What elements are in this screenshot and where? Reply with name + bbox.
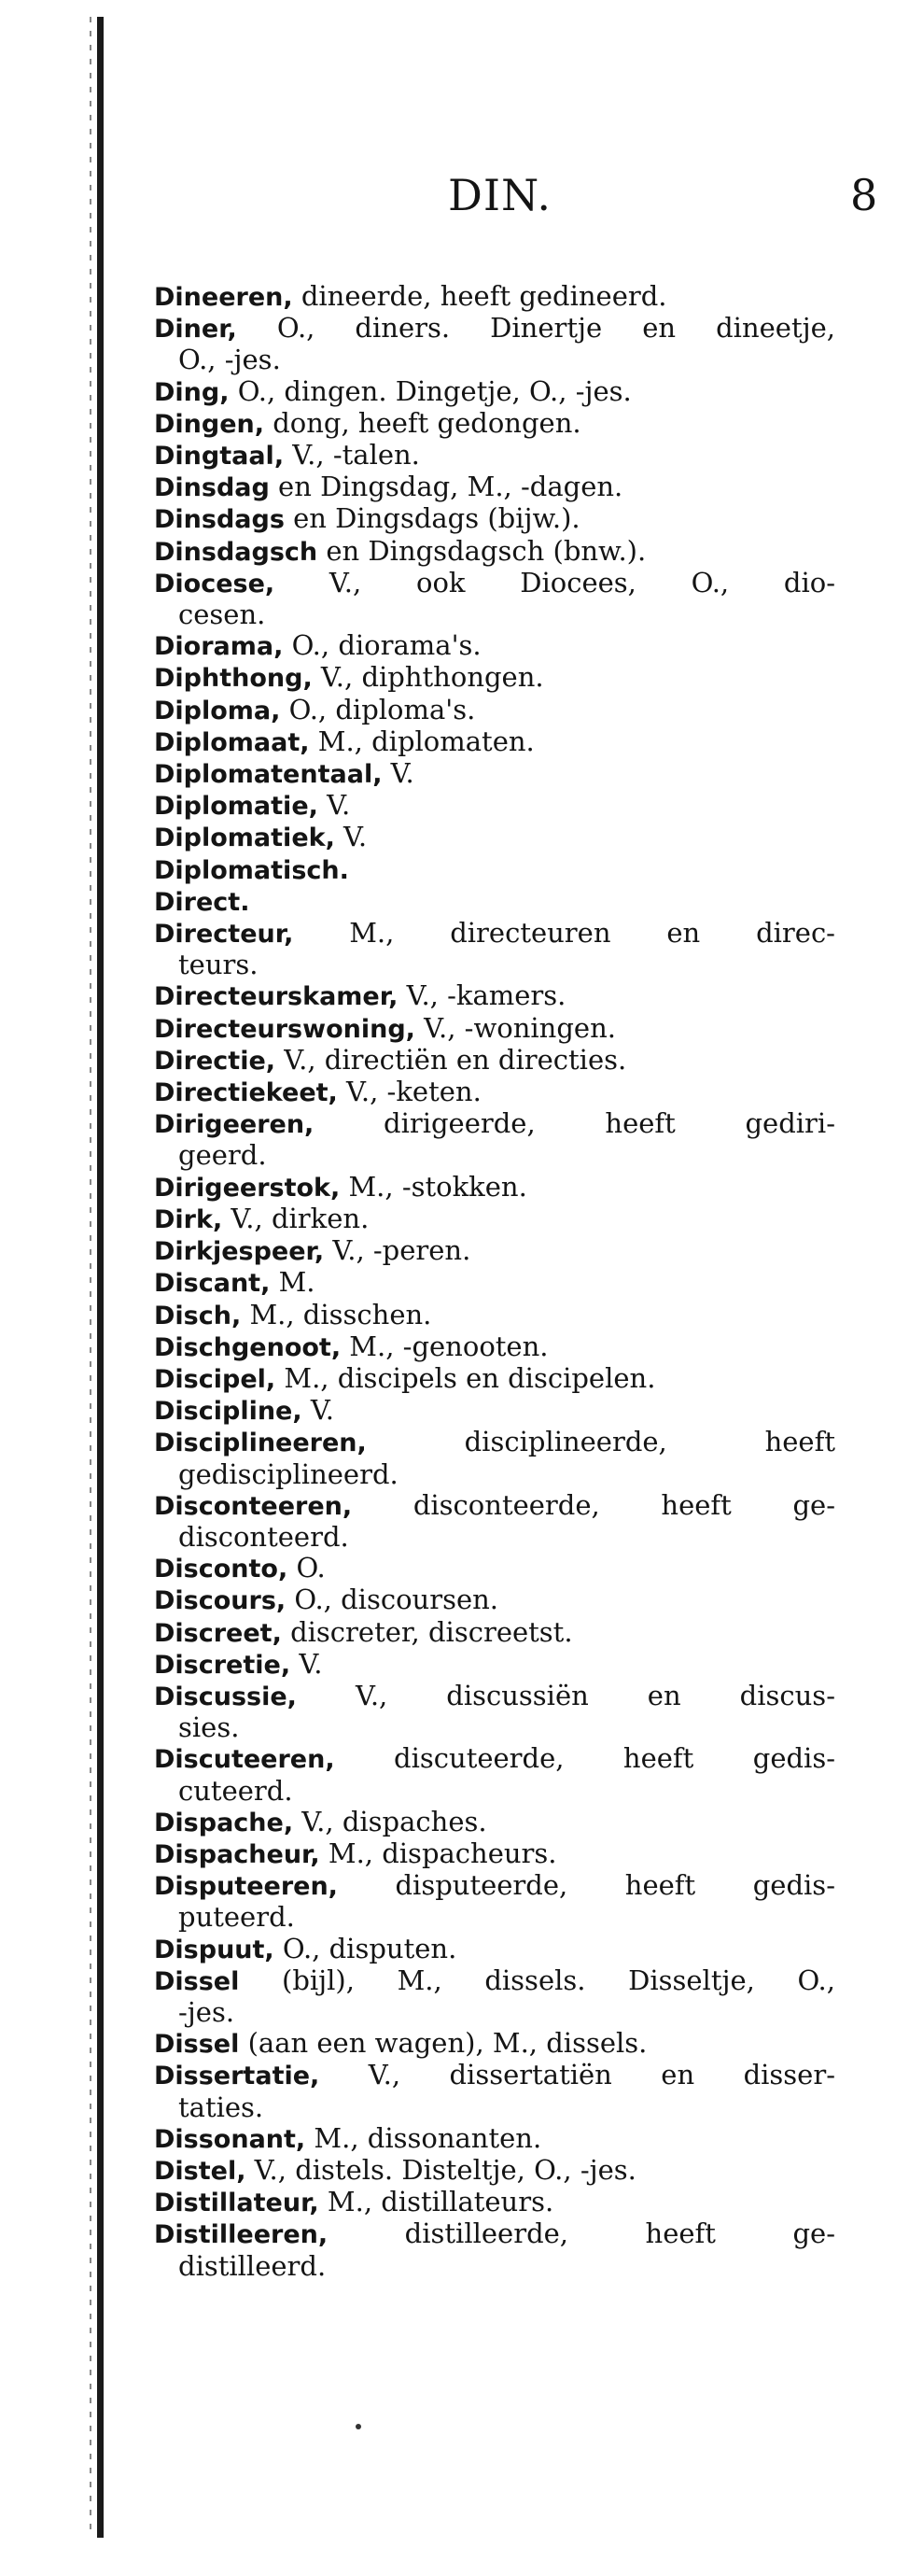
entry-headword: Directeur, (154, 920, 294, 950)
entry-first-line (154, 2027, 647, 2059)
dictionary-entry (154, 1395, 835, 1427)
entry-definition: discuteerde, heeft gedis- (334, 1742, 835, 1775)
entry-definition: O., diploma's. (280, 693, 476, 725)
entry-continuation: taties. (178, 2090, 264, 2123)
entry-continuation: teurs. (178, 949, 259, 981)
dictionary-entry (154, 376, 835, 408)
dictionary-entry (154, 1681, 835, 1743)
entry-headword: Discuteeren, (154, 1745, 335, 1775)
entry-continuation: distilleerd. (178, 2249, 327, 2282)
entry-headword: Dinsdag (154, 473, 270, 503)
entry-headword: Dischgenoot, (154, 1332, 342, 1362)
dictionary-entry (154, 1553, 835, 1584)
dictionary-entry-list (154, 281, 835, 2282)
entry-definition: M., disschen. (241, 1298, 432, 1330)
entry-headword: Distel, (154, 2156, 246, 2186)
dictionary-entry (154, 408, 835, 440)
entry-first-line (154, 918, 835, 950)
entry-headword: Dissonant, (154, 2124, 306, 2154)
entry-headword: Dinsdags (154, 505, 285, 535)
entry-headword: Dingtaal, (154, 442, 285, 472)
dictionary-entry (154, 1807, 835, 1838)
entry-first-line (154, 313, 835, 345)
entry-first-line (154, 1743, 835, 1775)
entry-first-line (154, 1266, 315, 1298)
entry-headword: Directiekeet, (154, 1078, 338, 1108)
entry-first-line (154, 439, 420, 471)
entry-first-line (154, 502, 580, 534)
entry-headword: Diorama, (154, 632, 284, 662)
entry-definition: V. (301, 1394, 334, 1427)
entry-continuation: disconteerd. (178, 1520, 349, 1553)
entry-definition: (bijl), M., dissels. Disseltje, O., (239, 1964, 835, 1996)
entry-headword: Dingen, (154, 409, 265, 439)
dictionary-entry (154, 536, 835, 568)
dictionary-entry (154, 1267, 835, 1299)
entry-first-line (154, 535, 646, 567)
entry-definition: discreter, discreetst. (281, 1615, 573, 1648)
entry-definition: V. (382, 757, 414, 790)
entry-definition: V., -kamers. (398, 979, 566, 1012)
entry-definition: M. (270, 1266, 315, 1299)
ink-speck (356, 2424, 361, 2429)
dictionary-entry (154, 918, 835, 980)
entry-headword: Diner, (154, 315, 237, 345)
entry-definition: O., dingen. Dingetje, O., -jes. (229, 374, 632, 407)
entry-definition: M., directeuren en direc- (293, 917, 835, 950)
entry-definition: dineerde, heeft gedineerd. (292, 280, 667, 312)
dictionary-entry (154, 1838, 835, 1870)
entry-headword: Dispacheur, (154, 1839, 320, 1869)
entry-definition: V. (290, 1647, 323, 1680)
entry-headword: Disputeeren, (154, 1872, 338, 1902)
entry-continuation: geerd. (178, 1139, 267, 1172)
dictionary-entry (154, 1965, 835, 2028)
entry-definition: V., dissertatiën en disser- (319, 2059, 835, 2091)
entry-definition: O., discoursen. (286, 1584, 499, 1616)
entry-first-line (154, 1044, 626, 1076)
dictionary-entry (154, 726, 835, 758)
entry-headword: Dirigeerstok, (154, 1173, 341, 1203)
dictionary-entry (154, 1300, 835, 1331)
dictionary-entry (154, 1235, 835, 1267)
dictionary-entry (154, 1045, 835, 1077)
entry-continuation: sies. (178, 1711, 240, 1744)
entry-definition: V. (317, 789, 351, 822)
entry-headword: Distilleeren, (154, 2220, 329, 2250)
entry-first-line (154, 1584, 498, 1615)
entry-definition: en Dingsdags (bijw.). (284, 502, 580, 535)
entry-headword: Directeurskamer, (154, 982, 399, 1012)
entry-first-line (154, 1171, 527, 1203)
entry-headword: Dissel (154, 2030, 240, 2060)
entry-headword: Dissel (154, 1966, 240, 1996)
entry-first-line (154, 1076, 482, 1107)
entry-first-line (154, 375, 632, 407)
entry-first-line (154, 1234, 470, 1266)
entry-first-line (154, 1394, 334, 1426)
entry-first-line (154, 1681, 835, 1712)
entry-first-line (154, 1870, 835, 1902)
entry-headword: Dirigeeren, (154, 1110, 315, 1140)
dictionary-entry (154, 2028, 835, 2060)
dictionary-entry (154, 1490, 835, 1553)
entry-headword: Dineeren, (154, 283, 293, 312)
entry-continuation: cesen. (178, 598, 266, 631)
entry-first-line (154, 629, 482, 661)
dictionary-entry (154, 630, 835, 662)
entry-headword: Diocese, (154, 569, 275, 598)
entry-first-line (154, 471, 622, 502)
entry-headword: Discours, (154, 1586, 287, 1616)
dictionary-entry (154, 281, 835, 313)
dictionary-entry (154, 854, 835, 886)
entry-headword: Diplomaat, (154, 727, 310, 757)
entry-first-line (154, 2060, 835, 2091)
entry-first-line (154, 1362, 655, 1394)
entry-headword: Discant, (154, 1269, 271, 1299)
entry-headword: Dinsdagsch (154, 537, 318, 567)
binding-spine-line (97, 17, 104, 2538)
entry-first-line (154, 1552, 326, 1584)
entry-first-line (154, 1427, 835, 1458)
entry-headword: Diphthong, (154, 664, 313, 694)
dictionary-entry (154, 2155, 835, 2187)
entry-first-line (154, 2218, 835, 2250)
entry-definition: O., diorama's. (283, 629, 482, 662)
dictionary-entry (154, 313, 835, 375)
entry-definition: V., -talen. (284, 439, 420, 472)
entry-headword: Directie, (154, 1046, 276, 1076)
entry-definition: V., directiën en directies. (275, 1043, 627, 1076)
entry-first-line (154, 280, 667, 312)
entry-continuation: cuteerd. (178, 1774, 293, 1807)
entry-definition: en Dingsdagsch (bnw.). (317, 534, 647, 567)
entry-definition: O., disputen. (273, 1932, 457, 1964)
dictionary-entry (154, 1077, 835, 1108)
entry-definition: V., dispaches. (293, 1805, 487, 1837)
entry-headword: Ding, (154, 377, 230, 407)
entry-headword: Discreet, (154, 1618, 282, 1648)
entry-first-line (154, 1933, 456, 1964)
dictionary-entry (154, 440, 835, 472)
dictionary-entry (154, 1934, 835, 1965)
dictionary-entry (154, 1204, 835, 1235)
dictionary-entry (154, 2218, 835, 2281)
entry-headword: Distillateur, (154, 2189, 319, 2218)
dictionary-entry (154, 1108, 835, 1171)
entry-definition: O., diners. Dinertje en dineetje, (236, 312, 835, 345)
entry-definition: dong, heeft gedongen. (264, 406, 581, 439)
entry-definition: V., -keten. (337, 1076, 482, 1108)
entry-first-line (154, 1330, 549, 1362)
entry-definition: M., dissonanten. (305, 2121, 542, 2154)
entry-headword: Disconto, (154, 1555, 288, 1584)
entry-definition: M., discipels en discipelen. (275, 1361, 656, 1394)
entry-definition: O. (287, 1552, 326, 1584)
entry-headword: Diplomatisch. (154, 855, 349, 885)
entry-headword: Directeurswoning, (154, 1014, 415, 1044)
entry-definition: V., ook Diocees, O., dio- (274, 566, 835, 598)
entry-first-line (154, 1648, 322, 1680)
entry-headword: Diplomatie, (154, 792, 318, 822)
entry-definition: M., -genooten. (341, 1330, 549, 1362)
entry-first-line (154, 885, 249, 917)
entry-first-line (154, 1108, 835, 1140)
entry-first-line (154, 1490, 835, 1522)
dictionary-entry (154, 1363, 835, 1395)
entry-headword: Dispuut, (154, 1935, 274, 1964)
entry-first-line (154, 757, 414, 789)
entry-first-line (154, 1806, 487, 1837)
dictionary-entry (154, 1743, 835, 1806)
entry-definition: V., diphthongen. (312, 661, 544, 694)
entry-definition: (aan een wagen), M., dissels. (239, 2027, 648, 2060)
entry-headword: Diplomatiek, (154, 823, 335, 853)
entry-headword: Disch, (154, 1301, 242, 1330)
entry-definition: disciplineerde, heeft (366, 1426, 835, 1458)
entry-first-line (154, 725, 535, 757)
entry-definition: V. (334, 821, 368, 853)
page-header (0, 170, 909, 222)
entry-continuation: gedisciplineerd. (178, 1457, 399, 1490)
dictionary-entry (154, 758, 835, 790)
entry-headword: Dispache, (154, 1808, 294, 1837)
dictionary-entry (154, 1617, 835, 1649)
entry-first-line (154, 1965, 835, 1997)
entry-continuation: -jes. (178, 1995, 235, 2028)
entry-definition: M., distillateurs. (318, 2186, 554, 2218)
entry-continuation: O., -jes. (178, 344, 281, 376)
entry-definition: disputeerde, heeft gedis- (337, 1869, 835, 1902)
entry-first-line (154, 1299, 431, 1330)
entry-headword: Discipline, (154, 1397, 302, 1427)
entry-headword: Diplomatentaal, (154, 760, 383, 790)
entry-headword: Diploma, (154, 696, 281, 725)
entry-headword: Dissertatie, (154, 2062, 320, 2091)
entry-headword: Disciplineeren, (154, 1429, 367, 1458)
dictionary-entry (154, 2123, 835, 2155)
entry-definition: V., -woningen. (414, 1011, 616, 1044)
dictionary-entry (154, 472, 835, 503)
entry-first-line (154, 1012, 616, 1044)
dictionary-entry (154, 980, 835, 1012)
dictionary-entry (154, 1870, 835, 1933)
dictionary-entry (154, 1427, 835, 1489)
entry-first-line (154, 2154, 636, 2186)
dictionary-entry (154, 568, 835, 630)
entry-first-line (154, 2122, 541, 2154)
entry-first-line (154, 2186, 553, 2217)
entry-first-line (154, 789, 350, 821)
entry-first-line (154, 853, 349, 885)
entry-first-line (154, 1837, 557, 1869)
entry-first-line (154, 568, 835, 599)
entry-definition: en Dingsdag, M., -dagen. (269, 471, 623, 503)
entry-headword: Discretie, (154, 1650, 291, 1680)
dictionary-entry (154, 695, 835, 726)
dictionary-entry (154, 2060, 835, 2122)
dictionary-entry (154, 790, 835, 822)
entry-definition: M., diplomaten. (309, 725, 535, 757)
dictionary-entry (154, 1331, 835, 1363)
entry-definition: V., -peren. (324, 1234, 471, 1267)
entry-definition: dirigeerde, heeft gediri- (314, 1107, 835, 1140)
dictionary-entry (154, 1013, 835, 1045)
page-title: DIN. (448, 170, 552, 220)
entry-definition: V., dirken. (222, 1202, 370, 1234)
entry-first-line (154, 694, 475, 725)
page-number: 8 (850, 170, 879, 220)
dictionary-entry (154, 662, 835, 694)
entry-definition: M., dispacheurs. (319, 1837, 557, 1869)
dictionary-entry (154, 1172, 835, 1204)
entry-headword: Disconteeren, (154, 1491, 353, 1521)
dictionary-entry (154, 886, 835, 918)
entry-definition: disconteerde, heeft ge- (352, 1488, 835, 1521)
dictionary-entry (154, 822, 835, 853)
entry-headword: Dirkjespeer, (154, 1237, 325, 1267)
entry-first-line (154, 661, 544, 693)
entry-headword: Direct. (154, 887, 250, 917)
entry-definition: V., distels. Disteltje, O., -jes. (245, 2153, 636, 2186)
entry-definition: distilleerde, heeft ge- (328, 2217, 835, 2250)
entry-continuation: puteerd. (178, 1901, 295, 1934)
entry-first-line (154, 821, 367, 852)
entry-definition: V., discussiën en discus- (296, 1679, 835, 1711)
entry-first-line (154, 407, 581, 439)
entry-first-line (154, 1616, 573, 1648)
entry-definition: M., -stokken. (340, 1170, 527, 1203)
dictionary-entry (154, 1584, 835, 1616)
entry-headword: Discussie, (154, 1682, 297, 1711)
dictionary-entry (154, 1649, 835, 1681)
dictionary-entry (154, 2187, 835, 2218)
dictionary-entry (154, 503, 835, 535)
page-edge-shadow (90, 17, 91, 2538)
entry-headword: Dirk, (154, 1204, 223, 1234)
entry-first-line (154, 979, 566, 1011)
entry-headword: Discipel, (154, 1364, 276, 1394)
entry-first-line (154, 1203, 369, 1234)
